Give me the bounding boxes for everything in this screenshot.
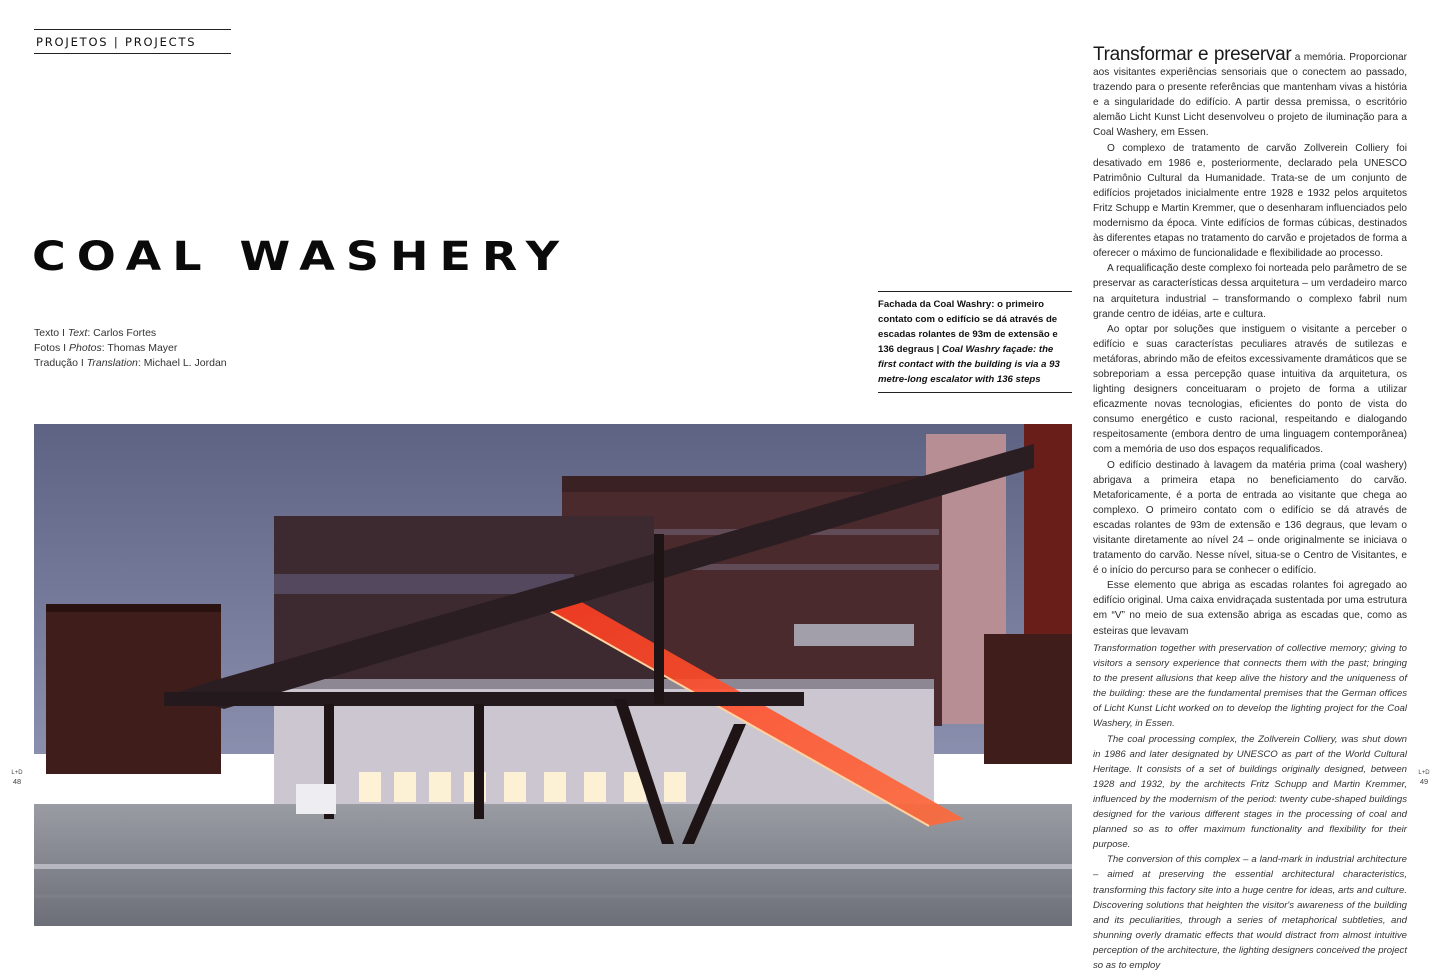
bridge [164, 692, 804, 706]
article-pt-p2: O complexo de tratamento de carvão Zollverein Colliery foi desativado em 1986 e, posteriormente, declarado pela UNESCO Patrimônio Cultural da Humanidade. Trata-se de um conjunto de edifícios projetados inicialmente entre 1928 e 1932 pelos arquitetos Fritz Schupp e Martin Kremmer, que o desenharam influenciados pelo modernismo da época. Vinte edifícios de formas cúbicas, destinados às diferentes etapas no tratamento do carvão e projetados de forma a oferecer o máximo de funcionalidade e flexibilidade ao processo. [1093, 142, 1407, 260]
article-pt-p3: A requalificação deste complexo foi norteada pelo parâmetro de se preservar as características dessa arquitetura – um verdadeiro marco na arquitetura industrial – transformando o complexo fabril num grande centro de idéias, arte e cultura. [1093, 263, 1407, 320]
section-label: PROJETOS | PROJECTS [36, 35, 197, 49]
photo-caption [878, 291, 1072, 393]
white-cube [296, 784, 336, 814]
credit-photos: Fotos I Photos: Thomas Mayer [34, 342, 178, 354]
caption-pt: Fachada da Coal Washry: o primeiro contato com o edifício se dá através de escadas rolantes de 93m de extensão e 136 degraus | [878, 299, 1058, 355]
article-pt-p1: Transformar e preservar a memória. Proporcionar aos visitantes experiências sensoriais que o conectem ao passado, trazendo para o presente referências que mantenham vivas a história e a singularidade do edifício. A partir dessa premissa, o escritório alemão Licht Kunst Licht desenvolveu o projeto de iluminação para a Coal Washery, em Essen. [1093, 44, 1407, 139]
credit-text: Texto I Text: Carlos Fortes [34, 327, 157, 339]
article-pt-p6: Esse elemento que abriga as escadas rolantes foi agregado ao edifício original. Uma caixa envidraçada sustentada por uma estrutura em “V” no meio de sua extensão abriga as escadas que, como as esteiras que levavam [1093, 580, 1407, 637]
article-pt-p5: O edifício destinado à lavagem da matéria prima (coal washery) abrigava a primeira etapa no beneficiamento do carvão. Metaforicamente, é a porta de entrada ao visitante que chega ao complexo. O primeiro contato com o edifício se dá através de escadas rolantes de 93m de extensão e 136 degraus, que levam o visitante diretamente ao nível 24 – onde originalmente se iniciava o tratamento do carvão. Nesse nível, situa-se o Centro de Visitantes, e é o início do percurso para se conhecer o edifício. [1093, 459, 1407, 577]
page-number-left: L+D 48 [11, 770, 23, 786]
article-en-p2: The coal processing complex, the Zollverein Colliery, was shut down in 1986 and later designated by UNESCO as part of the World Cultural Heritage. It consists of a set of buildings originally designed, between 1928 and 1932, by the architects Fritz Schupp and Martin Kremmer, influenced by the modernism of the period: twenty cube-shaped buildings designed for the various different stages in the processing of coal and planned so as to offer maximum functionality and flexibility for their purpose. [1093, 733, 1407, 851]
photo-illustration [34, 424, 1072, 926]
article-portuguese [1093, 44, 1407, 639]
article-lead: Transformar e preservar [1093, 44, 1292, 65]
page-mark-right: L+D [1418, 770, 1430, 776]
article-pt-p4: Ao optar por soluções que instiguem o visitante a perceber o edifício e suas característas peculiares através de sutilezas e metáforas, abrindo mão de efeitos excessivamente dramáticos que se sobreporiam a essa percepção quase intuitiva da arquitetura, os lighting designers conceituaram o projeto de forma a utilizar eficazmente novas tecnologias, eficientes do ponto de vista do consumo energético e custo racional, respeitando e dialogando respeitosamente (embora dentro de uma linguagem contemporânea) com a memória de uso dos espaços requalificados. [1093, 323, 1407, 456]
article-english [1093, 641, 1407, 973]
coal-washery-photo [34, 424, 1072, 926]
page-mark-left: L+D [11, 770, 23, 776]
credits [34, 326, 227, 371]
article-en-p1: Transformation together with preservation of collective memory; giving to visitors a sensory experience that connects them with the past; bringing to the present allusions that keep alive the history and the uniqueness of the building: these are the fundamental premises that the German offices of Licht Kunst Licht worked on to develop the lighting project for the Coal Washery, in Essen. [1093, 643, 1407, 730]
article-en-p3: The conversion of this complex – a land-mark in industrial architecture – aimed at preserving the essential architectural characteristics, transforming this factory site into a huge centre for ideas, arts and culture. Discovering solutions that heighten the visitor's awareness of the building and its peculiarities, through a series of metaphorical subtleties, and shunning overly dramatic effects that would distract from almost intuitive perception of the architecture, the lighting designers conceived the project so as to employ [1093, 854, 1407, 971]
page-number-right: L+D 49 [1418, 770, 1430, 786]
credit-translation: Tradução I Translation: Michael L. Jordan [34, 357, 227, 369]
page-title: COAL WASHERY [32, 232, 571, 280]
caption-en: Coal Washry façade: the first contact with the building is via a 93 metre-long escalator with 136 steps [878, 344, 1060, 385]
section-tag [34, 29, 231, 54]
